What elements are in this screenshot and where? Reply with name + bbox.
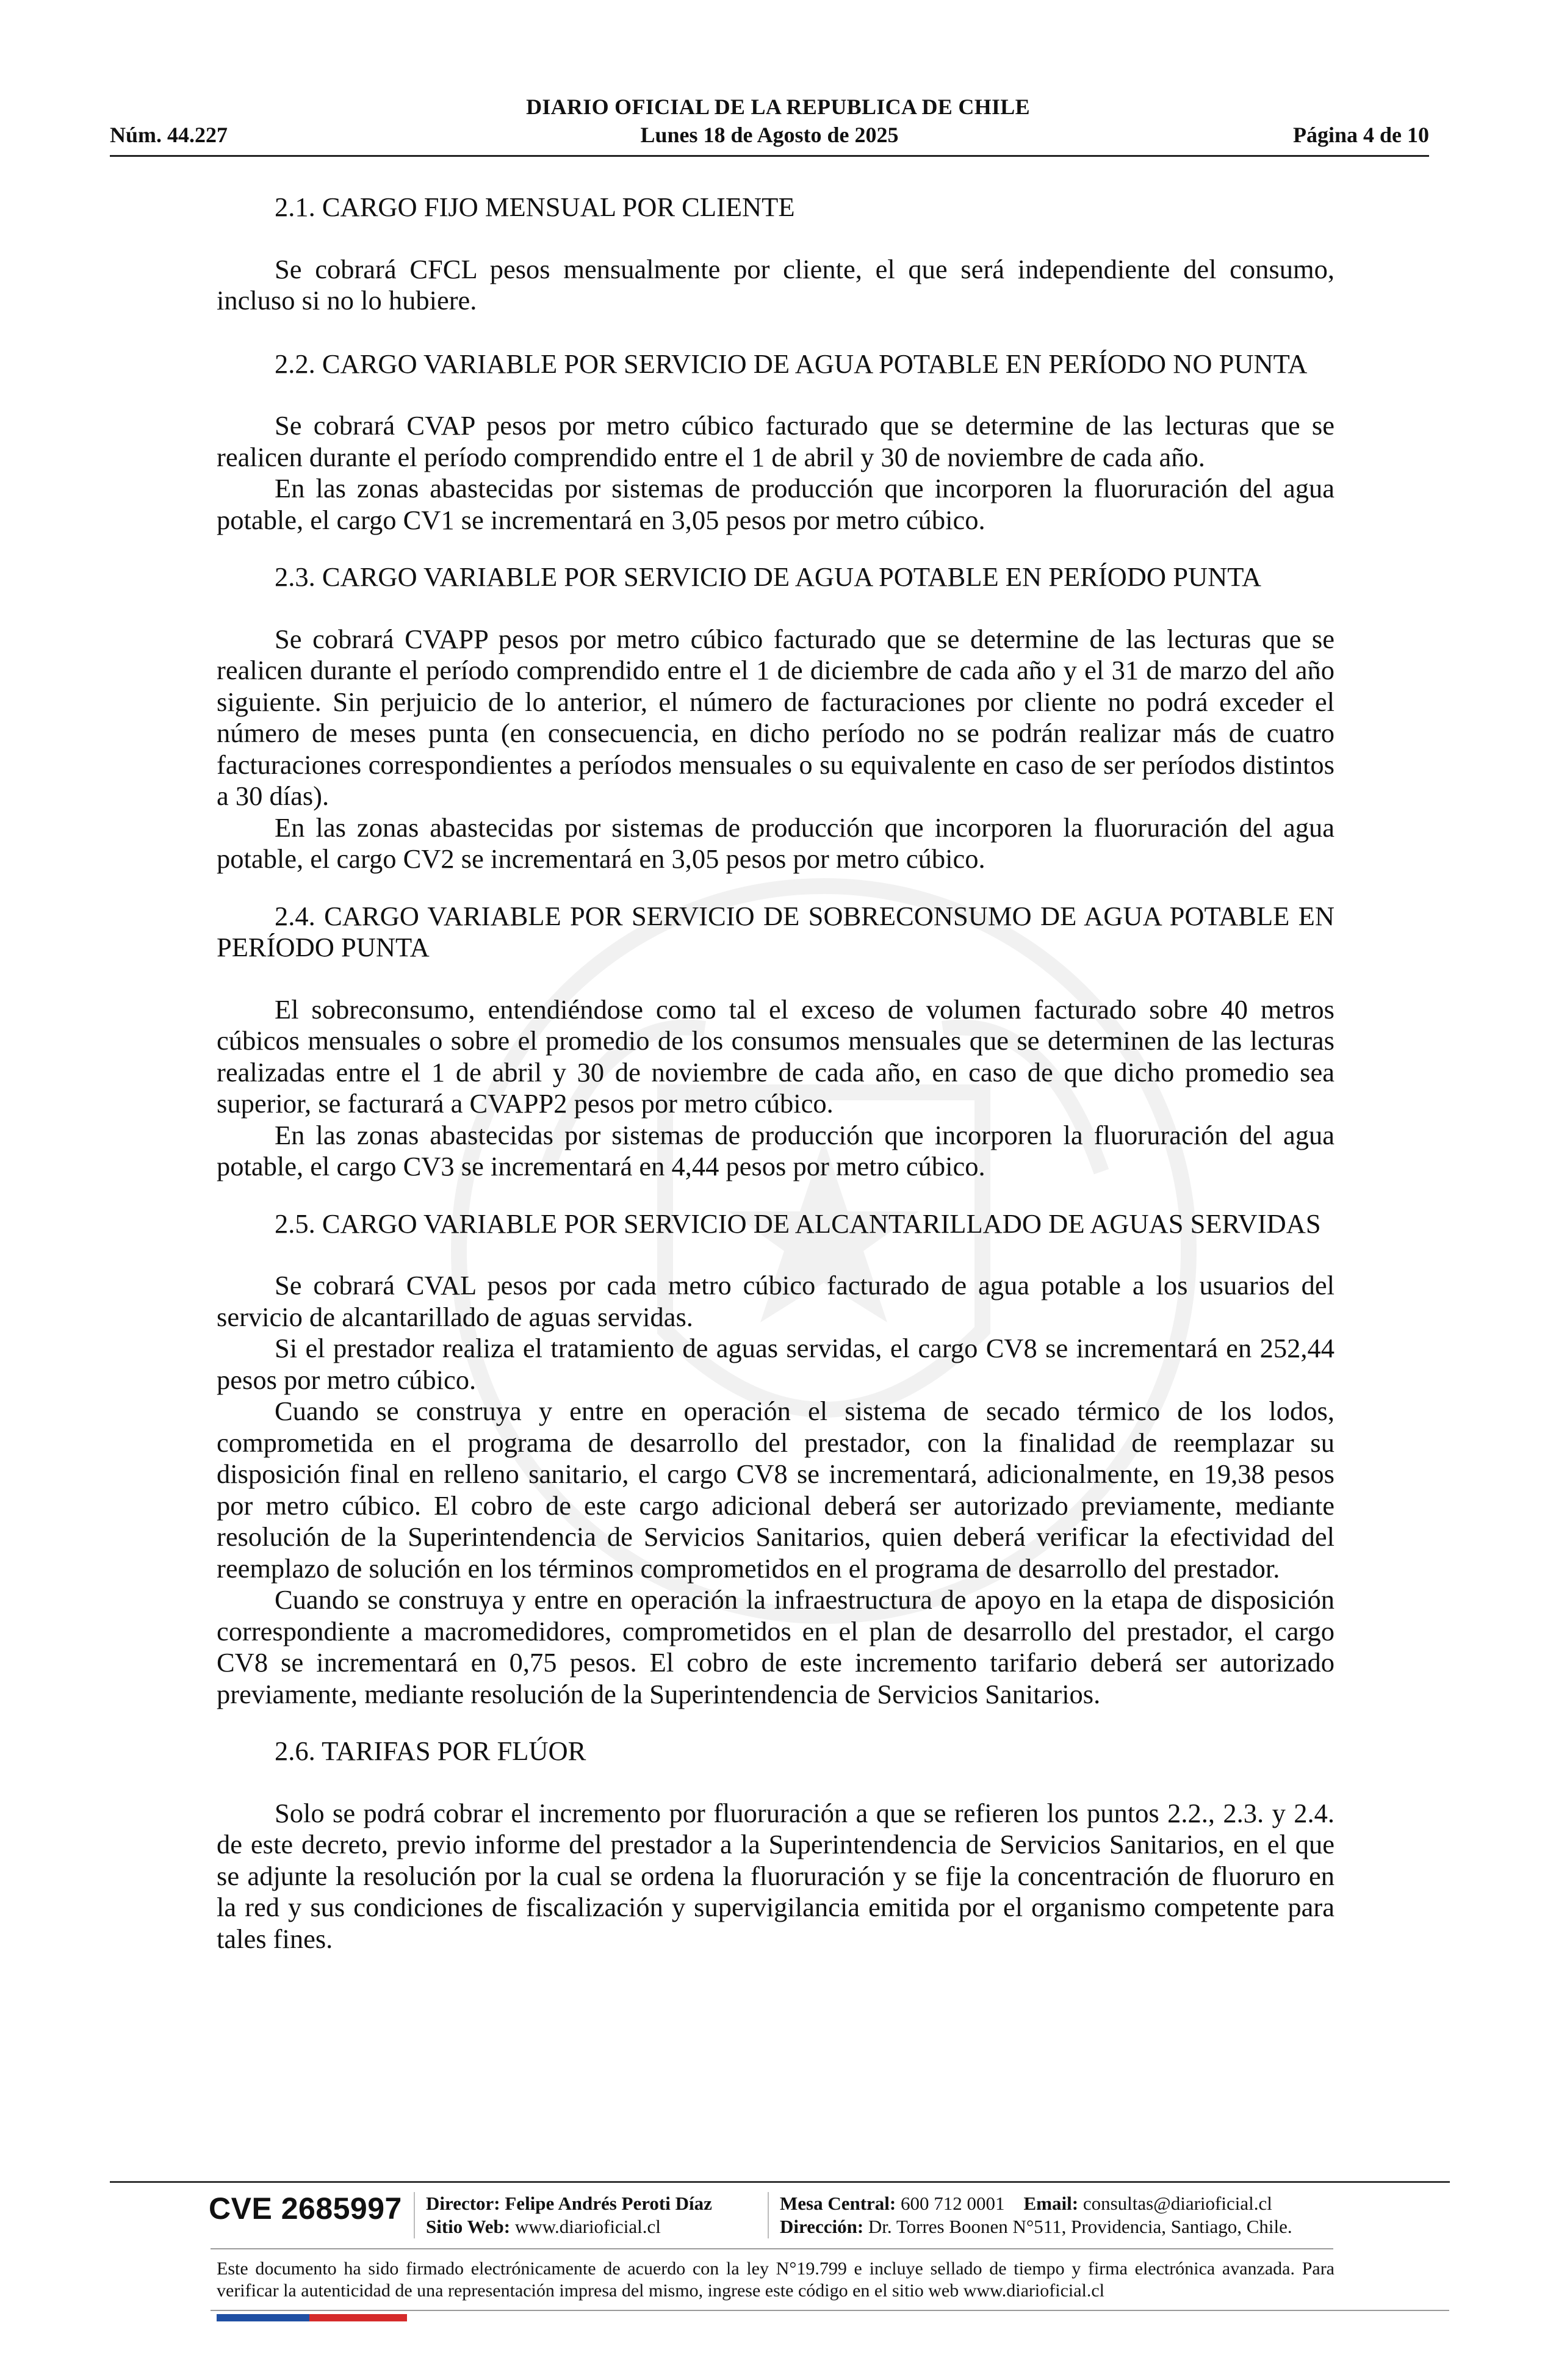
paragraph: En las zonas abastecidas por sistemas de producción que incorporen la fluoruración del agua potable, el cargo CV3 se incrementará en 4,44 pesos por metro cúbico. <box>217 1119 1334 1181</box>
paragraph: Cuando se construya y entre en operación el sistema de secado térmico de los lodos, comprometida en el programa de desarrollo del prestador, con la finalidad de reemplazar su disposición final en relleno sanitario, el cargo CV8 se incrementará, adicionalmente, en 19,38 pesos por metro cúbico. El cobro de este cargo adicional deberá ser autorizado previamente, mediante resolución de la Superintendencia de Servicios Sanitarios, quien deberá verificar la efectividad del reemplazo de solución en los términos comprometidos en el programa de desarrollo del prestador. <box>217 1396 1334 1584</box>
issue-date: Lunes 18 de Agosto de 2025 <box>640 123 899 147</box>
flag-stripe-blue <box>217 2314 309 2321</box>
mesa-phone: 600 712 0001 <box>901 2193 1005 2214</box>
cve-code: CVE 2685997 <box>209 2191 402 2226</box>
document-body <box>217 190 1334 1955</box>
footer-divider <box>211 2310 1449 2311</box>
footer-divider <box>110 2181 1450 2183</box>
paragraph: En las zonas abastecidas por sistemas de producción que incorporen la fluoruración del agua potable, el cargo CV1 se incrementará en 3,05 pesos por metro cúbico. <box>217 473 1334 535</box>
section-heading-2-1: 2.1. CARGO FIJO MENSUAL POR CLIENTE <box>275 192 795 222</box>
address-value: Dr. Torres Boonen N°511, Providencia, Santiago, Chile. <box>868 2216 1292 2237</box>
footer-director-block <box>426 2192 712 2238</box>
footer-separator <box>768 2192 769 2238</box>
paragraph: Cuando se construya y entre en operación la infraestructura de apoyo en la etapa de disposición correspondiente a macromedidores, comprometidos en el plan de desarrollo del prestador, el cargo CV8 se incrementará en 0,75 pesos. El cobro de este incremento tarifario deberá ser autorizado previamente, mediante resolución de la Superintendencia de Servicios Sanitarios. <box>217 1584 1334 1709</box>
email-link[interactable]: consultas@diarioficial.cl <box>1082 2193 1272 2214</box>
section-heading-2-5: 2.5. CARGO VARIABLE POR SERVICIO DE ALCANTARILLADO DE AGUAS SERVIDAS <box>275 1208 1321 1239</box>
page-indicator: Página 4 de 10 <box>1292 123 1429 147</box>
paragraph: Se cobrará CVAL pesos por cada metro cúbico facturado de agua potable a los usuarios del servicio de alcantarillado de aguas servidas. <box>217 1270 1334 1332</box>
issue-number: Núm. 44.227 <box>110 123 228 147</box>
footer-divider <box>211 2248 1333 2249</box>
paragraph: Se cobrará CFCL pesos mensualmente por cliente, el que será independiente del consumo, incluso si no lo hubiere. <box>217 253 1334 316</box>
site-link[interactable]: www.diarioficial.cl <box>514 2216 661 2237</box>
flag-stripe-red <box>309 2314 407 2321</box>
footer-contact-block <box>780 2192 1292 2238</box>
director-name: Felipe Andrés Peroti Díaz <box>505 2193 712 2214</box>
email-label: Email: <box>1023 2193 1079 2214</box>
paragraph: Si el prestador realiza el tratamiento de aguas servidas, el cargo CV8 se incrementará en 252,44 pesos por metro cúbico. <box>217 1333 1334 1395</box>
paragraph: Se cobrará CVAPP pesos por metro cúbico facturado que se determine de las lecturas que se realicen durante el período comprendido entre el 1 de diciembre de cada año y el 31 de marzo del año siguiente. Sin perjuicio de lo anterior, el número de facturaciones por cliente no podrá exceder el número de meses punta (en consecuencia, en dicho período no se podrán realizar más de cuatro facturaciones correspondientes a períodos mensuales o su equivalente en caso de ser períodos distintos a 30 días). <box>217 623 1334 811</box>
paragraph: El sobreconsumo, entendiéndose como tal el exceso de volumen facturado sobre 40 metros cúbicos mensuales o sobre el promedio de los consumos mensuales que se determinen de las lecturas realizadas entre el 1 de abril y 30 de noviembre de cada año, en caso de que dicho promedio sea superior, se facturará a CVAPP2 pesos por metro cúbico. <box>217 993 1334 1119</box>
section-heading-2-6: 2.6. TARIFAS POR FLÚOR <box>275 1736 586 1766</box>
header-divider <box>110 155 1429 157</box>
newspaper-title: DIARIO OFICIAL DE LA REPUBLICA DE CHILE <box>526 95 1030 119</box>
address-label: Dirección: <box>780 2216 864 2237</box>
mesa-label: Mesa Central: <box>780 2193 896 2214</box>
header-row <box>110 122 1429 149</box>
paragraph: Se cobrará CVAP pesos por metro cúbico facturado que se determine de las lecturas que se realicen durante el período comprendido entre el 1 de abril y 30 de noviembre de cada año. <box>217 410 1334 472</box>
footer-separator <box>414 2192 415 2238</box>
section-heading-2-2: 2.2. CARGO VARIABLE POR SERVICIO DE AGUA POTABLE EN PERÍODO NO PUNTA <box>275 348 1308 379</box>
paragraph: En las zonas abastecidas por sistemas de producción que incorporen la fluoruración del agua potable, el cargo CV2 se incrementará en 3,05 pesos por metro cúbico. <box>217 812 1334 874</box>
director-label: Director: <box>426 2193 500 2214</box>
signature-notice: Este documento ha sido firmado electrónicamente de acuerdo con la ley N°19.799 e incluye sellado de tiempo y firma electrónica avanzada. Para verificar la autenticidad de una representación impresa del mismo, ingrese este código en el sitio web www.diarioficial.cl <box>217 2259 1334 2301</box>
site-label: Sitio Web: <box>426 2216 511 2237</box>
section-heading-2-4: 2.4. CARGO VARIABLE POR SERVICIO DE SOBRECONSUMO DE AGUA POTABLE EN PERÍODO PUNTA <box>217 900 1334 962</box>
paragraph: Solo se podrá cobrar el incremento por fluoruración a que se refieren los puntos 2.2., 2.3. y 2.4. de este decreto, previo informe del prestador a la Superintendencia de Servicios Sanitarios, en el que se adjunte la resolución por la cual se ordena la fluoruración y se fije la concentración de fluoruro en la red y sus condiciones de fiscalización y supervigilancia emitida por el organismo competente para tales fines. <box>217 1797 1334 1954</box>
section-heading-2-3: 2.3. CARGO VARIABLE POR SERVICIO DE AGUA POTABLE EN PERÍODO PUNTA <box>275 561 1261 592</box>
